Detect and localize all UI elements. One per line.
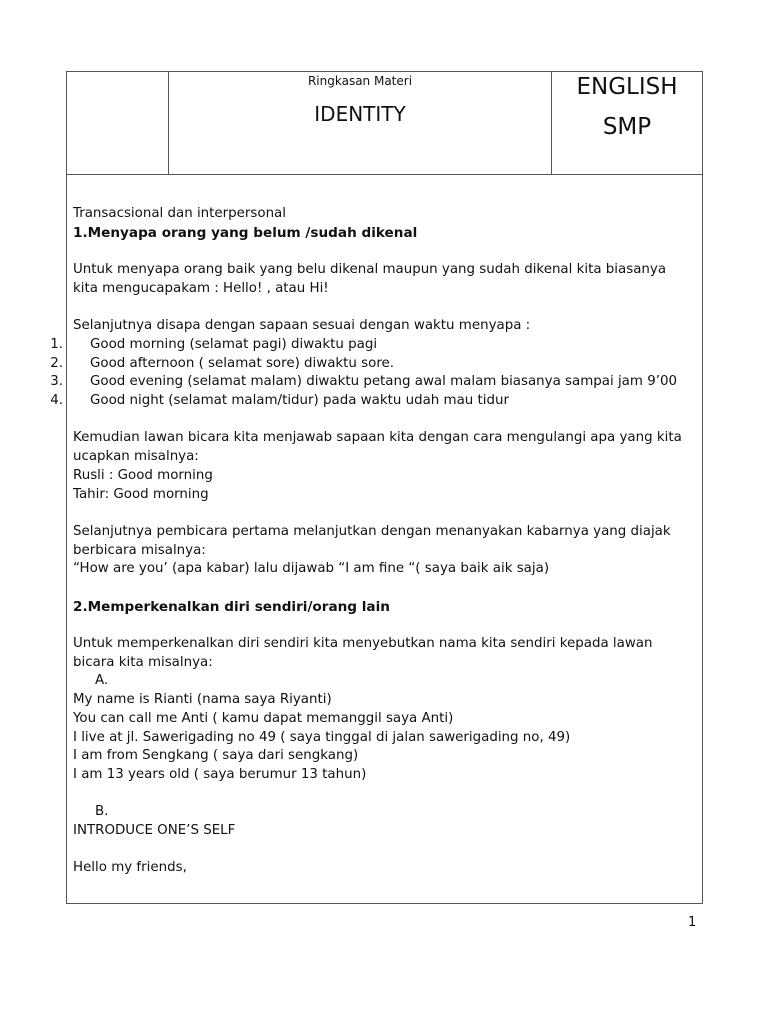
example-line: I am from Sengkang ( saya dari sengkang) [73,748,359,764]
subsection-label-b: B. [95,804,109,820]
list-number: 4. [50,393,63,408]
header-subject-cell [552,72,702,174]
paragraph: “How are you’ (apa kabar) lalu dijawab “I am fine “( saya baik aik saja) [73,561,550,577]
paragraph: Selanjutnya pembicara pertama melanjutkan dengan menanyakan kabarnya yang diajak berbicara misalnya: [73,523,671,558]
list-item [50,355,693,374]
list-number: 1. [50,336,63,352]
list-item [50,373,693,392]
header-empty-cell [67,72,169,174]
dialog-line: Tahir: Good morning [73,486,209,502]
document-body [50,205,693,878]
example-line: I live at jl. Sawerigading no 49 ( saya tinggal di jalan sawerigading no, 49) [73,729,571,745]
level-label: SMP [602,114,652,140]
document-title: IDENTITY [314,102,406,126]
example-line: My name is Rianti (nama saya Riyanti) [73,692,332,708]
list-number: 3. [50,374,63,390]
intro-line: Transacsional dan interpersonal [73,206,286,221]
section2-heading: 2.Memperkenalkan diri sendiri/orang lain [73,598,390,615]
paragraph: Untuk memperkenalkan diri sendiri kita menyebutkan nama kita sendiri kepada lawan bicara kita misalnya: [73,636,653,670]
paragraph: Hello my friends, [73,860,187,876]
page-number: 1 [688,915,697,930]
section1-heading: 1.Menyapa orang yang belum /sudah dikenal [73,224,418,241]
subsection-label-a: A. [95,673,109,689]
greeting-list [50,336,693,411]
example-line: I am 13 years old ( saya berumur 13 tahun) [73,767,367,782]
header-title-cell [169,72,552,174]
list-item [50,336,693,355]
paragraph: Selanjutnya disapa dengan sapaan sesuai dengan waktu menyapa : [73,318,531,334]
subject-label: ENGLISH [576,74,678,100]
header-table [67,72,702,175]
list-item-text: Good afternoon ( selamat sore) diwaktu sore. [90,355,395,371]
paragraph: INTRODUCE ONE’S SELF [73,823,236,839]
paragraph: Untuk menyapa orang baik yang belu dikenal maupun yang sudah dikenal kita biasanya kita mengucapakam : Hello! , atau Hi! [73,262,667,296]
list-item [50,392,693,411]
list-item-text: Good evening (selamat malam) diwaktu petang awal malam biasanya sampai jam 9’00 [90,374,678,390]
dialog-line: Rusli : Good morning [73,467,213,483]
list-number: 2. [50,355,63,371]
list-item-text: Good night (selamat malam/tidur) pada waktu udah mau tidur [90,393,509,408]
material-summary-label: Ringkasan Materi [307,74,413,88]
paragraph: Kemudian lawan bicara kita menjawab sapaan kita dengan cara mengulangi apa yang kita ucapkan misalnya: [73,430,682,465]
list-item-text: Good morning (selamat pagi) diwaktu pagi [90,336,378,352]
example-line: You can call me Anti ( kamu dapat memanggil saya Anti) [73,710,454,726]
document-frame [50,71,703,904]
